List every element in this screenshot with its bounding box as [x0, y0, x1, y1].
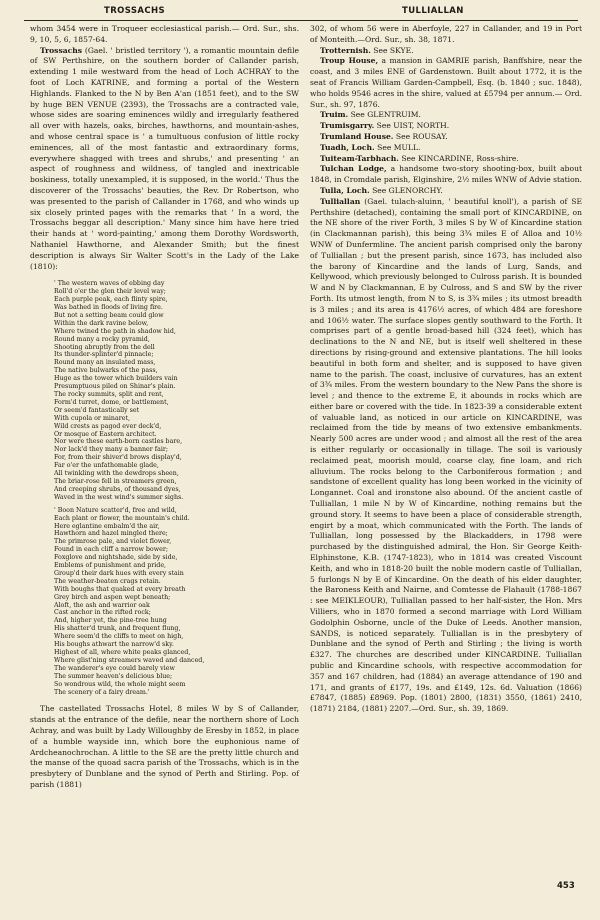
- entry-trossachs: [30, 46, 299, 273]
- poem-line: Here eglantine embalm'd the air,: [54, 522, 160, 530]
- poem-line: Where seem'd the cliffs to meet on high,: [54, 633, 184, 641]
- entry-body: See ROUSAY.: [395, 131, 448, 141]
- header-rule: [24, 20, 578, 21]
- entry-tulliallan: [310, 197, 582, 715]
- poem-line: ' Boon Nature scatter'd, free and wild,: [54, 506, 177, 514]
- poem-line: Round many an insulated mass,: [54, 359, 156, 367]
- entry-body: See SKYE.: [373, 45, 414, 55]
- entry-trumland-house: [310, 132, 582, 143]
- poem-line: Shooting abruptly from the dell: [54, 343, 155, 351]
- poem-line: And creeping shrubs, of thousand dyes,: [54, 485, 181, 493]
- poem-line: With cupola or minaret,: [54, 414, 131, 422]
- poem-line: Each plant or flower, the mountain's child.: [54, 514, 190, 522]
- entry-continuation: whom 3454 were in Troqueer ecclesiastical parish.— Ord. Sur., shs. 9, 10, 5, 6, 1857-64.: [30, 24, 299, 44]
- poem-line: Where twined the path in shadow hid,: [54, 327, 176, 335]
- poem-line: Form'd turret, dome, or battlement,: [54, 398, 169, 406]
- poem-line: All twinkling with the dewdrops sheen,: [54, 470, 179, 478]
- right-column: [310, 24, 582, 715]
- entry-body: See KINCARDINE, Ross-shire.: [401, 153, 519, 163]
- poem-line: Each purple peak, each flinty spire,: [54, 296, 168, 304]
- poem-line: Waved in the west wind's summer sighs.: [54, 493, 184, 501]
- poem-line: Its thunder-splinter'd pinnacle;: [54, 351, 154, 359]
- entry-body: a handsome two-story shooting-box, built about 1848, in Cromdale parish, Elginshire, 2½ miles WNW of Advie station.: [310, 164, 583, 185]
- entry-heading: Tuiteam-Tarbhach.: [320, 153, 399, 163]
- entry-continuation: 302, of whom 56 were in Aberfoyle, 227 in Callander, and 19 in Port of Monteith.—Ord. Sur., sh. 38, 1871.: [310, 24, 582, 44]
- poem-line: Cast anchor in the rifted rock;: [54, 609, 151, 617]
- poem-line: His boughs athwart the narrow'd sky.: [54, 641, 174, 649]
- poem-line: For, from their shiver'd brows display'd,: [54, 454, 182, 462]
- entry-body: a mansion in GAMRIE parish, Banffshire, near the coast, and 3 miles ENE of Gardenstown. Built about 1772, it is the seat of Francis William Garden-Campbell, Esq. (b. 1840 ; suc. 1848), who holds 9546 acres in the shire, valued at £5794 per annum.— Ord. Sur., sh. 97, 1876.: [310, 56, 582, 109]
- poem-line: Grey birch and aspen wept beneath;: [54, 593, 171, 601]
- entry-heading: Trotternish.: [320, 45, 371, 55]
- poem-line: And, higher yet, the pine-tree hung: [54, 617, 167, 625]
- poem-line: The briar-rose fell in streamers green,: [54, 477, 177, 485]
- poem-line: Foxglove and nightshade, side by side,: [54, 554, 178, 562]
- entry-trotternish: [310, 46, 582, 57]
- poem-line: His shatter'd trunk, and frequent flung,: [54, 625, 181, 633]
- entry-heading: Tulchan Lodge,: [320, 164, 387, 174]
- left-column: [30, 24, 299, 791]
- poem-line: Huge as the tower which builders vain: [54, 375, 178, 383]
- paragraph-trossachs-hotel: The castellated Trossachs Hotel, 8 miles W by S of Callander, stands at the entrance of the defile, near the northern shore of Loch Achray, and was built by Lady Willoughby de Eresby in 1852, in place of a humble wayside inn, which bore the euphonious name of Ardcheanochrochan. A little to the SE are the pretty little church and the manse of the quoad sacra parish of the Trossachs, which is in the presbytery of Dunblane and the synod of Perth and Stirling. Pop. of parish (1881): [30, 704, 299, 790]
- entry-tuiteam-tarbhach: [310, 154, 582, 165]
- poem-line: Or seem'd fantastically set: [54, 406, 140, 414]
- entry-tuadh-loch: [310, 143, 582, 154]
- entry-body: (Gael. ' bristled territory '), a romantic mountain defile of SW Perthshire, on the southern border of Callander parish, extending 1 mile westward from the head of Loch ACHRAY to the foot of Loch KATRINE, and forming a portal of the Western Highlands. Flanked to the N by Ben A'an (1851 feet), and to the SW by huge BEN VENUE (2393), the Trossachs are a contracted vale, whose sides are soaring eminences wildly and irregularly feathered all over with hazels, oaks, birches, hawthorns, and mountain-ashes, and whose central space is ' a tumultuous confusion of little rocky eminences, all of the most fantastic and extraordinary forms, everywhere shagged with trees and shrubs,' and presenting ' an aspect of roughness and wildness, of tangled and inextricable boskiness, totally unexampled, it is supposed, in the world.' Thus the discoverer of the Trossachs' beauties, the Rev. Dr Robertson, who was presented to the parish of Callander in 1768, and who winds up six closely printed pages with the remarks that ' In a word, the Trossachs beggar all description.' Many since him have here tried their hands at ' word-painting,' among them Dorothy Wordsworth, Nathaniel Hawthorne, and Alexander Smith; but the finest description is always Sir Walter Scott's in the Lady of the Lake (1810):: [30, 45, 300, 271]
- poem-line: Emblems of punishment and pride,: [54, 562, 167, 570]
- entry-body: See MULL.: [377, 142, 421, 152]
- entry-troup-house: [310, 56, 582, 110]
- entry-heading: Troup House,: [320, 56, 379, 66]
- header-left-title: TROSSACHS: [104, 6, 166, 16]
- page-number: 453: [557, 881, 575, 891]
- poem-line: But not a setting beam could glow: [54, 311, 164, 319]
- poem-line: The weather-beaten crags retain.: [54, 577, 161, 585]
- poem-line: Wild crests as pagod ever deck'd,: [54, 422, 162, 430]
- poem-line: Far o'er the unfathomable glade,: [54, 462, 159, 470]
- entry-body: See GLENTRUIM.: [350, 110, 421, 120]
- entry-tulchan-lodge: [310, 164, 582, 186]
- entry-heading: Trumland House.: [320, 131, 394, 141]
- poem-line: Roll'd o'er the glen their level way;: [54, 288, 166, 296]
- entry-heading: Truim.: [320, 110, 349, 120]
- poem-line: Nor lack'd they many a banner fair;: [54, 446, 169, 454]
- poem-line: So wondrous wild, the whole might seem: [54, 680, 186, 688]
- poem-line: Within the dark ravine below,: [54, 319, 149, 327]
- header-right-title: TULLIALLAN: [402, 6, 464, 16]
- poem-line: Nor were these earth-born castles bare,: [54, 438, 183, 446]
- poem-line: The rocky summits, split and rent,: [54, 391, 164, 399]
- poem-line: The wanderer's eye could barely view: [54, 664, 175, 672]
- entry-heading: Tulliallan: [320, 196, 361, 206]
- entry-truim: [310, 110, 582, 121]
- poem-line: Aloft, the ash and warrior oak: [54, 601, 150, 609]
- entry-heading: Tulla, Loch.: [320, 185, 370, 195]
- poem-line: Was bathed in floods of living fire.: [54, 304, 163, 312]
- entry-heading: Tuadh, Loch.: [320, 142, 375, 152]
- poem-line: The scenery of a fairy dream.': [54, 688, 150, 696]
- poem-line: Or mosque of Eastern architect.: [54, 430, 157, 438]
- entry-tulla-loch: [310, 186, 582, 197]
- poem-line: Presumptuous piled on Shinar's plain.: [54, 383, 176, 391]
- poem-line: The primrose pale, and violet flower,: [54, 538, 172, 546]
- poem-line: With boughs that quaked at every breath: [54, 585, 186, 593]
- poem-line: Highest of all, where white peaks glanced,: [54, 649, 191, 657]
- entry-heading: Trossachs: [40, 45, 83, 55]
- poem-line: The summer heaven's delicious blue;: [54, 672, 173, 680]
- entry-trumisgarry: [310, 121, 582, 132]
- poem-line: Where glist'ning streamers waved and danced,: [54, 656, 205, 664]
- entry-body: See GLENORCHY.: [372, 185, 443, 195]
- entry-body: (Gael. tulach-aluinn, ' beautiful knoll'), a parish of SE Perthshire (detached), containing the small port of KINCARDINE, on the NE shore of the river Forth, 3 miles S by W of Kincardine station (in Clackmannan parish), this being 3¾ miles E of Alloa and 10½ WNW of Dunfermline. The ancient parish comprised only the barony of Tulliallan ; but the present parish, since 1673, has included also the barony of Kincardine and the lands of Lurg, Sands, and Kellywood, which previously belonged to Culross parish. It is bounded W and N by Clackmannan, E by Culross, and S and SW by the river Forth. Its utmost length, from N to S, is 3¾ miles ; its utmost breadth is 3 miles ; and its area is 4176½ acres, of which 484 are foreshore and 106½ water. The surface slopes gently southward to the Forth. It comprises part of a gentle broad-based hill (324 feet), which has declinations to the N and NE, but is itself well sheltered in these directions by rising-ground and extensive plantations. The hill looks beautiful in both form and shelter, and is supposed to have given name to the parish. The coast, inclusive of curvatures, has an extent of 3¾ miles. From the western boundary to the New Pans the shore is level ; and thence to the extreme E, it abounds in rocks which are either bare or covered with the tide. In 1823-39 a considerable extent of valuable land, as noticed in our article on KINCARDINE, was reclaimed from the tide by means of two extensive embankments. Nearly 500 acres are under wood ; and almost all the rest of the area is either regularly or occasionally in tillage. The soil is variously reclaimed peat, moorish mould, coarse clay, fine loam, and rich alluvium. The rocks belong to the Carboniferous formation ; and sandstone of excellent quality has long been worked in the vicinity of Longannet. Coal and ironstone also abound. Of the ancient castle of Tulliallan, 1 mile N by W of Kincardine, nothing remains but the ground story. It seems to have been a place of considerable strength, engirt by a moat, which communicated with the Forth. The lands of Tulliallan, long possessed by the Blackadders, in 1798 were purchased by the distinguished admiral, the Hon. Sir George Keith-Elphinstone, K.B. (1747-1823), who in 1814 was created Viscount Keith, and who in 1818-20 built the noble modern castle of Tulliallan, 5 furlongs N by E of Kincardine. On the death of his elder daughter, the Baroness Keith and Nairne, and Comtesse de Flahault (1788-1867 : see MEIKLEOUR), Tulliallan passed to her half-sister, the Hon. Mrs Villiers, who in 1870 formed a second marriage with Lord William Godolphin Osborne, uncle of the Duke of Leeds. Another mansion, SANDS, is noticed separately. Tulliallan is in the presbytery of Dunblane and the synod of Perth and Stirling ; the living is worth £327. The churches are described under KINCARDINE. Tulliallan public and Kincardine schools, with respective accommodation for 357 and 167 children, had (1884) an average attendance of 190 and 171, and grants of £177, 19s. and £149, 12s. 6d. Valuation (1866) £7847, (1885) £8969. Pop. (1801) 2800, (1831) 3550, (1861) 2410, (1871) 2184, (1881) 2207.—Ord. Sur., sh. 39, 1869.: [310, 196, 583, 714]
- poem-line: Round many a rocky pyramid,: [54, 335, 150, 343]
- poem-stanza-1: [54, 280, 299, 696]
- running-header: [24, 6, 576, 18]
- poem-line: ' The western waves of ebbing day: [54, 280, 165, 288]
- poem-line: Group'd their dark hues with every stain: [54, 569, 184, 577]
- poem-line: The native bulwarks of the pass,: [54, 367, 158, 375]
- poem-line: Found in each cliff a narrow bower;: [54, 546, 168, 554]
- entry-body: See UIST, NORTH.: [376, 121, 450, 131]
- poem-line: Hawthorn and hazel mingled there;: [54, 530, 168, 538]
- entry-heading: Trumisgarry.: [320, 121, 375, 131]
